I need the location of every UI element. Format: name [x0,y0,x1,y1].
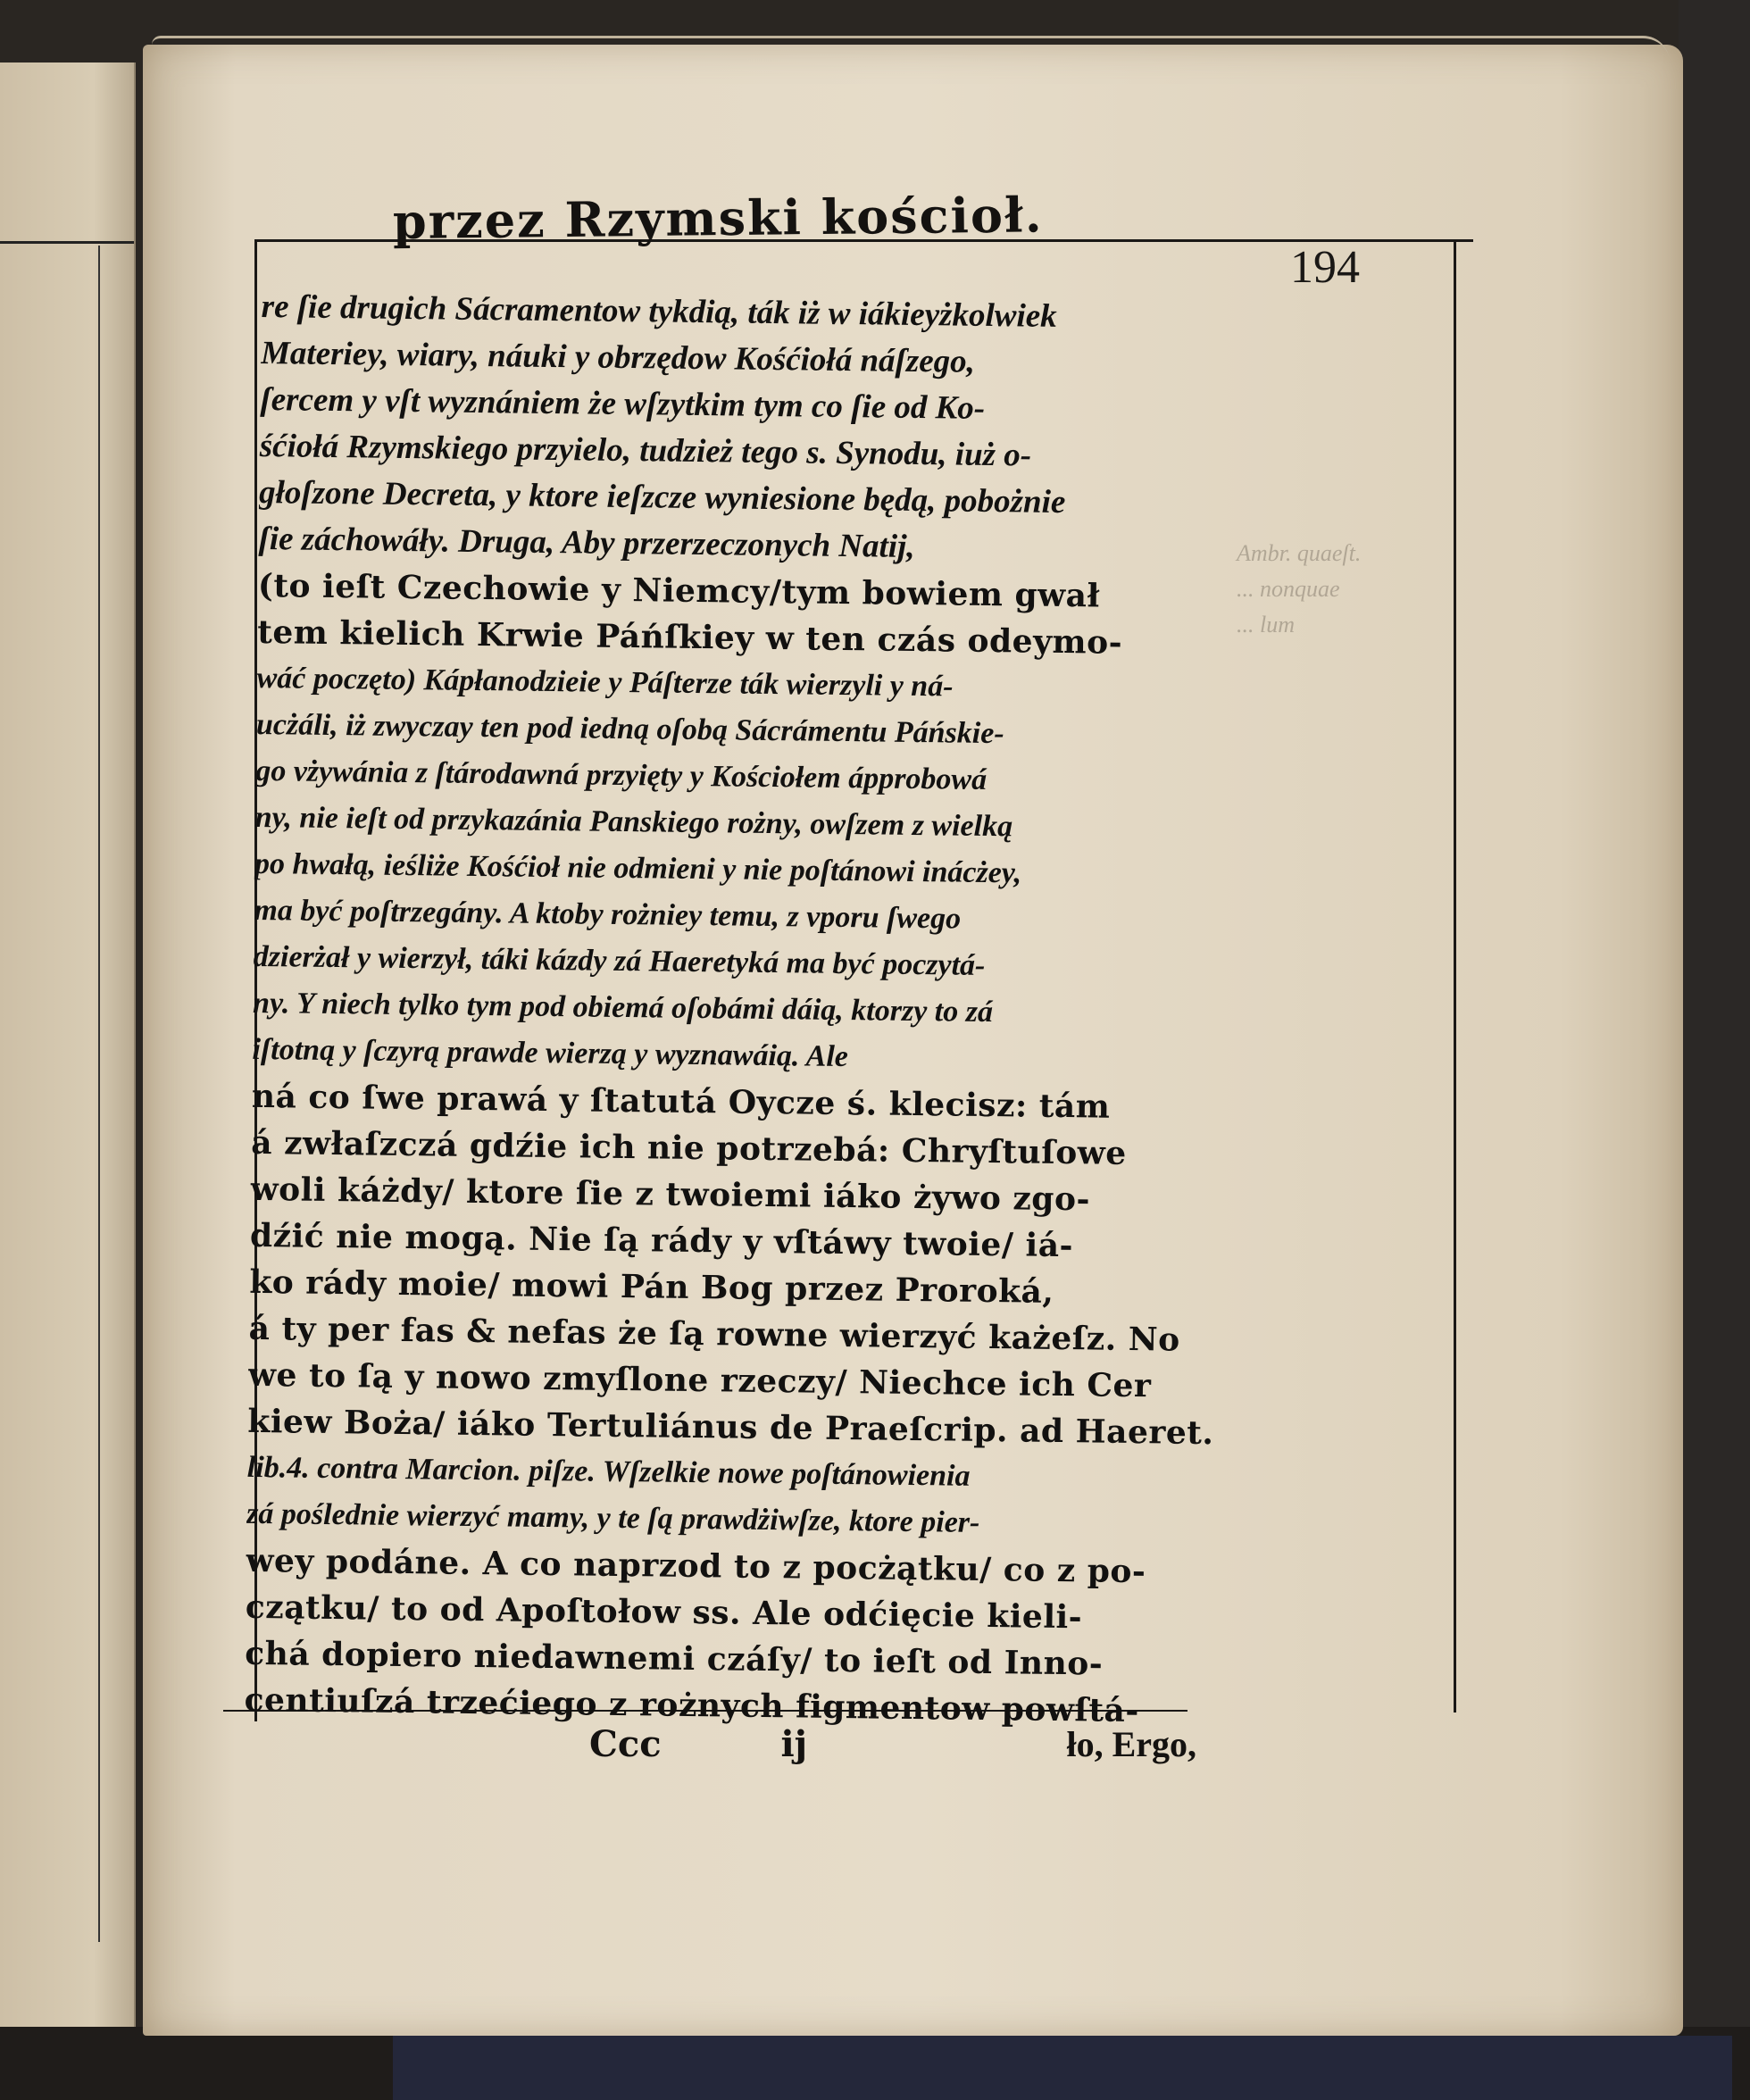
body-text-block [244,284,1449,1730]
page-edges [152,36,1670,146]
text-line: dźić nie mogą. Nie ſą rády y vſtáwy twoie/ iá- [249,1216,1074,1265]
text-line: ſercem y vſt wyznániem że wſzytkim tym co ſie od Ko- [260,380,986,427]
text-line: zá poślednie wierzyć mamy, y te ſą prawdżiwſze, ktore pier- [246,1496,980,1539]
text-line: á zwłaſzczá gdźie ich nie potrzebá: Chryſtuſowe [250,1123,1127,1172]
running-head: przez Rzymski kościoł. [392,186,1044,250]
text-line: lib.4. contra Marcion. piſze. Wſzelkie nowe poſtánowienia [246,1450,971,1493]
text-line: ny, nie ieſt od przykazánia Panskiego rożny, owſzem z wielką [254,800,1013,844]
facing-page-fragment [0,62,136,2027]
text-line: ny. Y niech tylko tym pod obiemá oſobámi dáią, ktorzy to zá [252,986,994,1029]
text-line: śćiołá Rzymskiego przyielo, tudzież tego s. Synodu, iuż o- [259,427,1032,474]
text-line: iſtotną y ſczyrą prawde wierzą y wyznawáią. Ale [252,1032,849,1074]
text-line: wey podáne. A co naprzod to z pocżątku/ co z po- [246,1541,1146,1591]
text-line: woli káżdy/ ktore ſie z twoiemi iáko żywo zgo- [250,1170,1091,1219]
book-cover-cloth [393,2036,1732,2100]
text-line: go vżywánia z ſtárodawná przyięty y Kościołem ápprobowá [255,754,988,796]
text-frame-right-rule [1454,239,1456,1712]
text-line: wáć poczęto) Kápłanodzieie y Páſterze ták wierzyli y ná- [256,661,954,704]
facing-page-rule [0,241,134,244]
book-cover-edge [1679,0,1750,2100]
text-line: ucżáli, iż zwyczay ten pod iedną oſobą Sácrámentu Páńskie- [255,707,1004,751]
text-line: kiew Boża/ iáko Tertuliánus de Praeſcrip. ad Haeret. [247,1402,1214,1453]
text-line: (to ieſt Czechowie y Niemcy/tym bowiem gwał [257,566,1101,615]
text-line: á ty per fas & nefas że ſą rowne wierzyć każeſz. No [248,1309,1180,1359]
text-line: ná co ſwe prawá y ſtatutá Oycze ś. klecisz: tám [251,1077,1111,1126]
text-line: re ſie drugich Sácramentow tykdią, ták iż w iákieyżkolwiek [261,288,1057,335]
page-number: 194 [1290,242,1360,293]
text-line: ſie záchowáły. Druga, Aby przerzeczonych Natij, [258,520,915,565]
facing-page-column-rule [98,246,100,1942]
text-line: chá dopiero niedawnemi czáſy/ to ieſt od Inno- [245,1634,1104,1683]
signature-mark: Ccc ij [589,1723,808,1765]
catchword: ło, Ergo, [1066,1724,1196,1764]
text-line: dzierżał y wierzył, táki kázdy zá Haeretyká ma być poczytá- [253,939,986,982]
text-line: głoſzone Decreta, y ktore ieſzcze wyniesione będą, pobożnie [258,473,1066,521]
text-line: we to ſą y nowo zmyſlone rzeczy/ Niechce ich Cer [247,1355,1152,1405]
text-line: ma być poſtrzegány. A ktoby rożniey temu, z vporu ſwego [254,893,962,936]
text-line: czątku/ to od Apoſtołow ss. Ale odćięcie kieli- [245,1588,1083,1637]
text-line: ko rády moie/ mowi Pán Bog przez Proroká, [249,1262,1054,1311]
faded-margin-note: Ambr. quaeſt. ... nonquae ... lum [1237,540,1362,638]
text-line: tem kielich Krwie Páńſkiey w ten czás odeymo- [256,612,1123,662]
text-line: Materiey, wiary, náuki y obrzędow Kośćiołá náſzego, [260,334,976,380]
text-line: centiuſzá trzećiego z rożnych figmentow powſtá- [244,1680,1140,1730]
text-line: po hwałą, ieśliże Kośćioł nie odmieni y nie poſtánowi inácżey, [254,846,1022,890]
